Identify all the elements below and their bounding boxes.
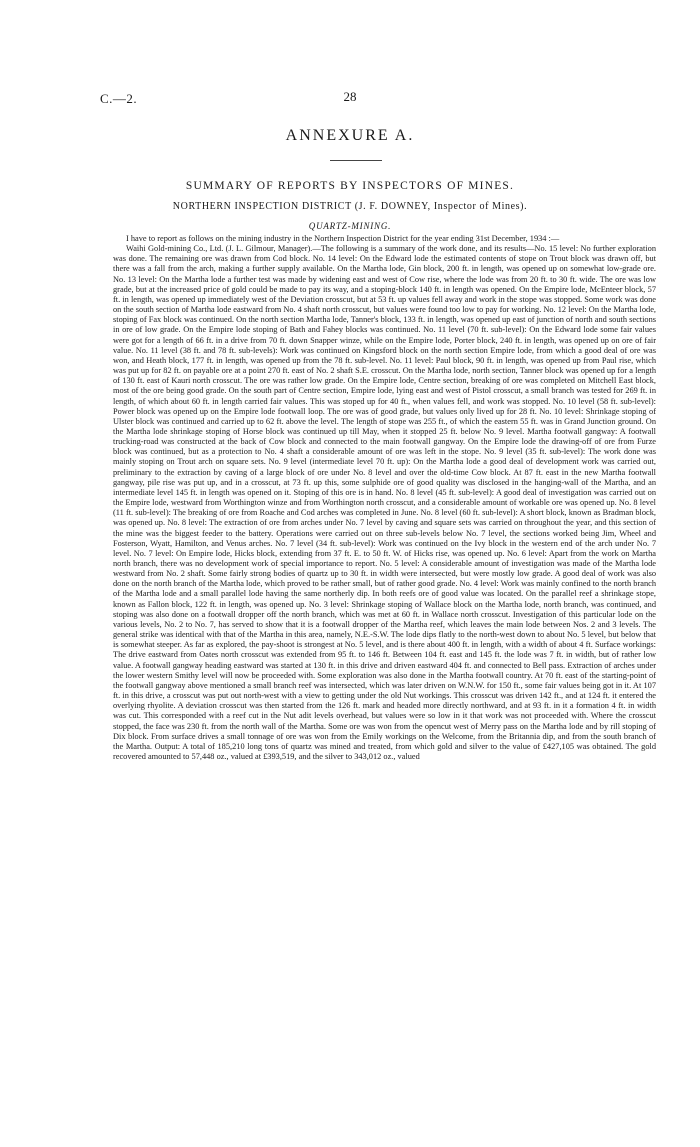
document-reference: C.—2.	[100, 91, 138, 106]
section-title: QUARTZ-MINING.	[308, 221, 392, 231]
waihi-report-paragraph: Waihi Gold-mining Co., Ltd. (J. L. Gilmour, Manager).—The following is a summary of the work done, and its results—No. 15 level: No further exploration was done. The remaining ore was drawn from Cod block. No. 14 level: On the Edward lode the estimated contents of stope on Trout block was drawn off, but there was a fall from the arch, making a further supply available. On the Martha lode, Gin block, 200 ft. in length, was opened up on somewhat low-grade ore. No. 13 level: On the Martha lode a further test was made by widening east and west of Cow rise, where the lode was from 20 ft. to 30 ft. wide. The ore was low grade, but at the increased price of gold could be made to pay its way, and a stoping-block 140 ft. in length was opened. On the Empire lode, McEnteer block, 57 ft. in length, was opened up immediately west of the Deviation crosscut, but at 53 ft. up values fell away and work in the stope was stopped. Some work was done on the south section of Martha lode eastward from No. 4 shaft north crosscut, but values were found too low to pay for working. No. 12 level: On the Martha lode, stoping of Fax block was continued. On the north section Martha lode, Tanner's block, 133 ft. in length, was opened up east of junction of north and south sections in ore of low grade. On the Empire lode stoping of Bath and Fahey blocks was continued. No. 11 level (70 ft. sub-level): On the Edward lode some fair values were got for a length of 66 ft. in a drive from 70 ft. down Snapper winze, while on the Empire lode, Porter block, 240 ft. in length, was opened up on ore of fair value. No. 11 level (38 ft. and 78 ft. sub-levels): Work was continued on Kingsford block on the north section Empire lode, from which a good deal of ore was won, and Heath block, 177 ft. in length, was opened up from the 78 ft. sub-level. No. 11 level: Paul block, 90 ft. in length, was opened up from Paul rise, which was put up for 82 ft. on payable ore at a point 270 ft. east of No. 2 shaft S.E. crosscut. On the Martha lode, north section, Tanner block was opened up for a length of 130 ft. east of Kauri north crosscut. The ore was rather low grade. On the Empire lode, Centre section, breaking of ore was completed on Mitchell East block, most of the ore being good grade. On the south part of Centre section, Empire lode, lying east and west of Pistol crosscut, a small branch was tested for 269 ft. in length, of which about 60 ft. in length carried fair values. This was stoped up for 40 ft., when values fell, and work was stopped. No. 10 level (58 ft. sub-level): Power block was opened up on the Empire lode footwall loop. The ore was of good grade, but values only lived up for 28 ft. No. 10 level: Shrinkage stoping of Ulster block was continued and carried up to 62 ft. above the level. The length of stope was 255 ft., of which the eastern 55 ft. was in Grand Junction ground. On the Martha lode shrinkage stoping of Horse block was continued up till May, when it stopped 25 ft. below No. 9 level. Martha footwall gangway: A footwall trucking-road was constructed at the back of Cow block and connected to the main footwall gangway. On the Empire lode the drawing-off of ore from Furze block was continued, but as a protection to No. 4 shaft a considerable amount of ore was left in the stope. No. 9 level (35 ft. sub-level): The work done was mainly stoping on Trout arch on square sets. No. 9 level (intermediate level 70 ft. up): On the Martha lode a good deal of development work was carried out, preliminary to the extraction by caving of a large block of ore under No. 8 level and over the old-time Cow block. At 87 ft. east in the new Martha footwall gangway, pile rise was put up, and in a crosscut, at 73 ft. up this, some sulphide ore of good quality was disclosed in the hanging-wall of the Martha, and an intermediate level 145 ft. in length was opened on it. Stoping of this ore is in hand. No. 8 level (45 ft. sub-level): A good deal of investigation was carried out on the Empire lode, westward from Worthington winze and from Worthington north crosscut, and a considerable amount of workable ore was opened up. No. 8 level (11 ft. sub-level): The breaking of ore from Roache and Cod arches was completed in June. No. 8 level (60 ft. sub-level): A short block, known as Bradman block, was opened up. No. 8 level: The extraction of ore from arches under No. 7 level by caving and square sets was carried on throughout the year, and this section of the mine was the biggest feeder to the battery. Operations were carried out on three sub-levels below No. 7 level, the sections worked being Jim, Wheel and Fosterson, Wyatt, Hamilton, and Venus arches. No. 7 level (34 ft. sub-level): Work was continued on the Ivy block in the western end of the arch under No. 7 level. No. 7 level: On Empire lode, Hicks block, extending from 37 ft. E. to 50 ft. W. of Hicks rise, was opened up. No. 6 level: Apart from the work on Martha north branch, there was no development work of special importance to report. No. 5 level: A considerable amount of investigation was made of the Martha lode westward from No. 2 shaft. Some fairly strong bodies of quartz up to 30 ft. in width were intersected, but were mostly low grade. A good deal of work was also done on the north branch of the Martha lode, which proved to be rather small, but of rather good grade. No. 4 level: Work was mainly confined to the north branch of the Martha lode and a small parallel lode having the same northerly dip. In both reefs ore of good value was located. On the parallel reef a shrinkage stope, known as Fallon block, 122 ft. in length, was opened up. No. 3 level: Shrinkage stoping of Wallace block on the Martha lode, north branch, was continued, and stoping was also done on a footwall dropper off the north branch, which was met at 60 ft. in Wallace north crosscut. Investigation of this particular lode on the various levels, No. 2 to No. 7, has served to show that it is a footwall dropper of the Martha reef, which leaves the main lode between Nos. 2 and 3 levels. The general strike was identical with that of the Martha in this area, namely, N.E.-S.W. The lode dips flatly to the north-west down to about No. 5 level, but below that is somewhat steeper. As far as explored, the pay-shoot is strongest at No. 5 level, and is there about 400 ft. in length, with a width of about 4 ft. Surface workings: The drive eastward from Oates north crosscut was extended from 95 ft. to 146 ft. Between 104 ft. east and 145 ft. the lode was 7 ft. in width, but of rather low value. A footwall gangway heading eastward was started at 130 ft. in this drive and driven eastward 404 ft. and connected to Bell pass. Extraction of arches under the lower western Smithy level will now be proceeded with. Some exploration was also done in the Martha footwall country. At 70 ft. east of the starting-point of the footwall gangway above mentioned a small branch reef was intersected, which was later driven on W.N.W. for 150 ft., some fair values being got in it. At 107 ft. in this drive, a crosscut was put out north-west with a view to getting under the old Nut workings. This crosscut was driven 142 ft., and at 124 ft. it entered the overlying rhyolite. A deviation crosscut was then started from the 126 ft. mark and headed more directly northward, and at 93 ft. in it a formation 4 ft. in width was cut. This corresponded with a reef cut in the Nut adit levels overhead, but values were so low in it that work was not proceeded with. Where the crosscut stopped, the face was 230 ft. from the north wall of the Martha. Some ore was won from the opencut west of Merry pass on the Martha lode and by rill stoping of Dix block. From surface drives a small tonnage of ore was won from the Emily workings on the Welcome, from the Britannia dip, and from the south branch of the Martha. Output: A total of 185,210 long tons of quartz was mined and treated, from which gold and silver to the value of £427,105 was obtained. The gold recovered amounted to 57,448 oz., valued at £393,519, and the silver to 343,012 oz., valued	[113, 244, 656, 761]
title-divider	[330, 160, 382, 161]
summary-title: SUMMARY OF REPORTS BY INSPECTORS OF MINES.	[185, 180, 515, 192]
intro-paragraph: I have to report as follows on the mining industry in the Northern Inspection District for the year ending 31st December, 1934 :—	[126, 234, 560, 243]
annexure-title: ANNEXURE A.	[285, 127, 415, 144]
page-number: 28	[343, 89, 357, 104]
district-title: NORTHERN INSPECTION DISTRICT (J. F. DOWNEY, Inspector of Mines).	[172, 201, 528, 212]
report-body	[113, 234, 656, 1139]
